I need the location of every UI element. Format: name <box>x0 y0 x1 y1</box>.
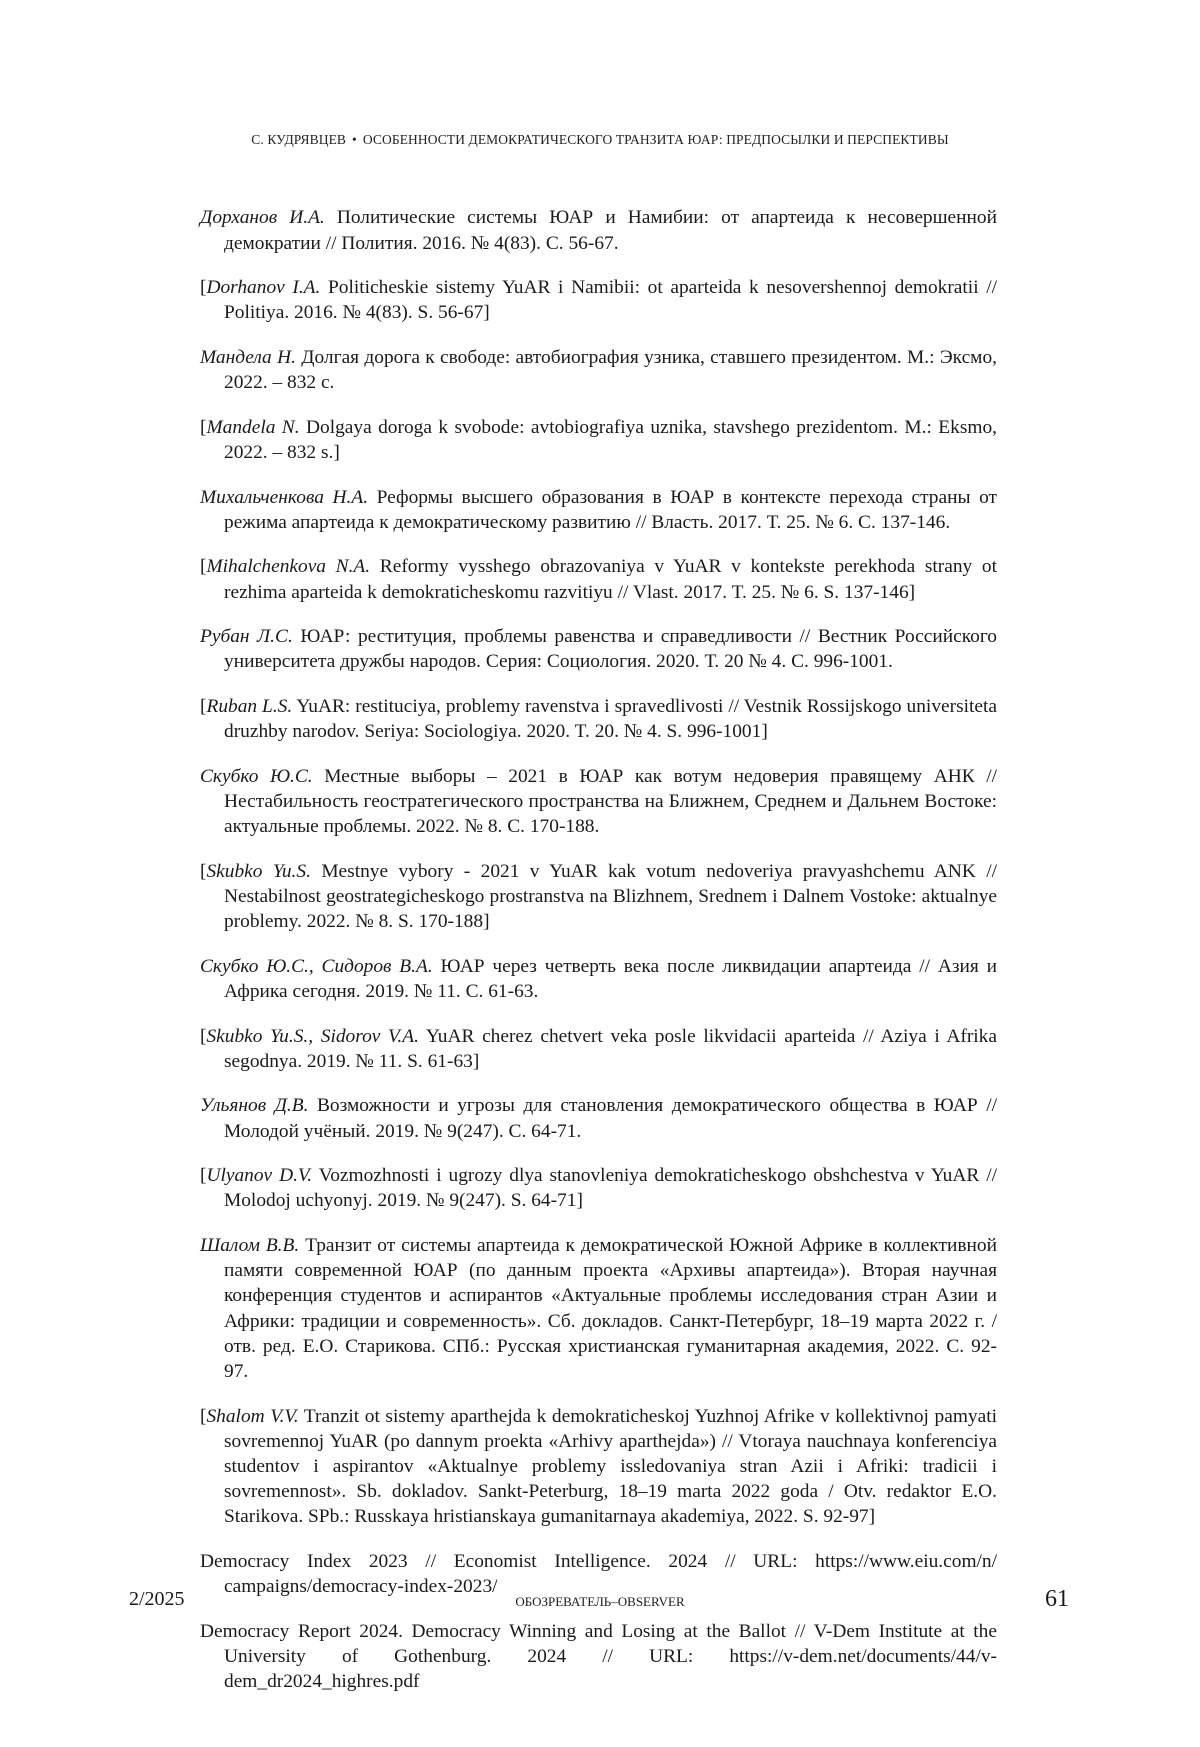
reference-author: Shalom V.V. <box>206 1405 299 1427</box>
reference-author: Skubko Yu.S. <box>206 860 311 882</box>
reference-text: Politicheskie sistemy YuAR i Namibii: ot aparteida k nesovershennoj demokratii // Politiya. 2016. № 4(83). S. 56-67] <box>224 277 997 324</box>
reference-prefix: [ <box>200 1025 207 1047</box>
reference-text: Долгая дорога к свободе: автобиография узника, ставшего президентом. М.: Эксмо, 2022. – 832 с. <box>224 346 998 394</box>
reference-text: Возможности и угрозы для становления демократического общества в ЮАР // Молодой учёный. 2019. № 9(247). С. 64-71. <box>224 1095 997 1142</box>
header-author: С. КУДРЯВЦЕВ <box>251 132 347 147</box>
reference-text: Dolgaya doroga k svobode: avtobiografiya uznika, stavshego prezidentom. M.: Eksmo, 2022. – 832 s.] <box>224 416 997 463</box>
reference-text: Democracy Report 2024. Democracy Winning and Losing at the Ballot // V-Dem Institute at the University of Gothenburg. 2024 // URL: https://v-dem.net/​documents/44/v-dem_dr2024_highres.pdf <box>200 1620 997 1693</box>
reference-entry <box>200 954 997 1004</box>
page-footer <box>0 1588 1200 1618</box>
reference-author: Скубко Ю.С. <box>200 765 313 787</box>
reference-entry <box>200 415 997 465</box>
reference-author: Dorhanov I.A. <box>206 277 321 299</box>
reference-prefix: [ <box>200 860 207 882</box>
reference-text: Reformy vysshego obrazovaniya v YuAR v kontekste perekhoda strany ot rezhima aparteida k demokraticheskomu razvitiyu // Vlast. 2017. T. 25. № 6. S. 137-146] <box>224 556 997 603</box>
reference-entry <box>200 624 997 674</box>
reference-text: ЮАР: реституция, проблемы равенства и справедливости // Вестник Российского университета дружбы народов. Серия: Социология. 2020. Т. 20 № 4. С. 996-1001. <box>224 626 997 673</box>
issue-number: 2/2025 <box>129 1588 185 1610</box>
reference-author: Skubko Yu.S., Sidorov V.A. <box>206 1025 419 1047</box>
reference-entry <box>200 1404 997 1530</box>
reference-entry <box>200 1093 997 1143</box>
reference-author: Рубан Л.С. <box>200 626 293 648</box>
reference-text: ЮАР через четверть века после ликвидации апартеида // Азия и Африка сегодня. 2019. № 11. С. 61-63. <box>224 955 997 1002</box>
reference-entry <box>200 764 997 840</box>
reference-entry <box>200 1619 997 1695</box>
reference-list <box>200 186 997 1700</box>
reference-author: Шалом В.В. <box>200 1234 300 1256</box>
reference-text: Tranzit ot sistemy aparthejda k demokraticheskoj Yuzhnoj Afrike v kollektivnoj pamyati sovremennoj YuAR (po dannym proekta «Arhivy aparthejda») // Vtoraya nauchnaya konferenciya studentov i aspirantov «Aktualnye problemy issledovaniya stran Azii i Afriki: tradicii i sovremennost». Sb. dokladov. Sankt-Peterburg, 18–19 marta 2022 goda / Otv. redaktor E.O. Starikova. SPb.: Russkaya hristianskaya gumanitarnaya akademiya, 2022. S. 92-97] <box>224 1405 998 1528</box>
reference-prefix: [ <box>200 1405 207 1427</box>
reference-author: Михальченкова Н.А. <box>200 486 369 508</box>
page-number: 61 <box>1045 1586 1069 1612</box>
reference-author: Ульянов Д.В. <box>200 1095 309 1117</box>
running-header <box>0 132 1200 148</box>
reference-text: Политические системы ЮАР и Намибии: от апартеида к несовершенной демократии // Полития. 2016. № 4(83). С. 56-67. <box>224 207 997 254</box>
reference-entry <box>200 345 997 395</box>
header-separator: • <box>352 132 357 147</box>
reference-text: YuAR cherez chetvert veka posle likvidacii aparteida // Aziya i Afrika segodnya. 2019. № 11. S. 61-63] <box>224 1025 997 1072</box>
reference-text: Местные выборы – 2021 в ЮАР как вотум недоверия правящему АНК // Нестабильность геостратегического пространства на Ближнем, Среднем и Дальнем Востоке: актуальные проблемы. 2022. № 8. С. 170-188. <box>224 765 998 838</box>
reference-author: Мандела Н. <box>200 346 296 368</box>
reference-entry <box>200 1024 997 1074</box>
reference-author: Ruban L.S. <box>206 695 293 717</box>
reference-text: Democracy Index 2023 // Economist Intelligence. 2024 // URL: https://www.eiu.com/n/​campaigns/democracy-index-2023/ <box>200 1550 997 1598</box>
reference-entry <box>200 205 997 255</box>
reference-text: Mestnye vybory - 2021 v YuAR kak votum nedoveriya pravyashchemu ANK // Nestabilnost geostrategicheskogo prostranstva na Blizhnem, Srednem i Dalnem Vostoke: aktualnye problemy. 2022. № 8. S. 170-188] <box>224 860 997 933</box>
reference-entry <box>200 485 997 535</box>
reference-text: Реформы высшего образования в ЮАР в контексте перехода страны от режима апартеида к демократическому развитию // Власть. 2017. Т. 25. № 6. С. 137-146. <box>224 486 997 533</box>
reference-entry <box>200 554 997 604</box>
reference-author: Скубко Ю.С., Сидоров В.А. <box>200 955 433 977</box>
reference-entry <box>200 1163 997 1213</box>
reference-text: Транзит от системы апартеида к демократической Южной Африке в коллективной памяти современной ЮАР (по данным проекта «Архивы апартеида»). Вторая научная конференция студентов и аспирантов «Актуальные проблемы исследования стран Азии и Африки: традиции и современность». Сб. докладов. Санкт-Петербург, 18–19 марта 2022 г. / отв. ред. Е.О. Старикова. СПб.: Русская христианская гуманитарная академия, 2022. С. 92-97. <box>224 1234 997 1382</box>
reference-author: Ulyanov D.V. <box>206 1165 313 1187</box>
reference-entry <box>200 275 997 325</box>
reference-entry <box>200 859 997 935</box>
reference-prefix: [ <box>200 556 207 578</box>
reference-prefix: [ <box>200 277 207 299</box>
reference-prefix: [ <box>200 695 207 717</box>
reference-entry <box>200 1233 997 1384</box>
reference-prefix: [ <box>200 416 207 438</box>
reference-author: Mihalchenkova N.A. <box>206 556 371 578</box>
reference-text: Vozmozhnosti i ugrozy dlya stanovleniya demokraticheskogo obshchestva v YuAR // Molodoj uchyonyj. 2019. № 9(247). S. 64-71] <box>224 1165 997 1212</box>
reference-prefix: [ <box>200 1165 207 1187</box>
reference-author: Mandela N. <box>206 416 300 438</box>
reference-entry <box>200 694 997 744</box>
reference-author: Дорханов И.А. <box>200 207 325 229</box>
journal-name: ОБОЗРЕВАТЕЛЬ–OBSERVER <box>515 1594 685 1609</box>
reference-text: YuAR: restituciya, problemy ravenstva i spravedlivosti // Vestnik Rossijskogo universiteta druzhby narodov. Seriya: Sociologiya. 2020. T. 20. № 4. S. 996-1001] <box>224 695 998 743</box>
header-title: ОСОБЕННОСТИ ДЕМОКРАТИЧЕСКОГО ТРАНЗИТА ЮАР: ПРЕДПОСЫЛКИ И ПЕРСПЕКТИВЫ <box>362 132 949 147</box>
